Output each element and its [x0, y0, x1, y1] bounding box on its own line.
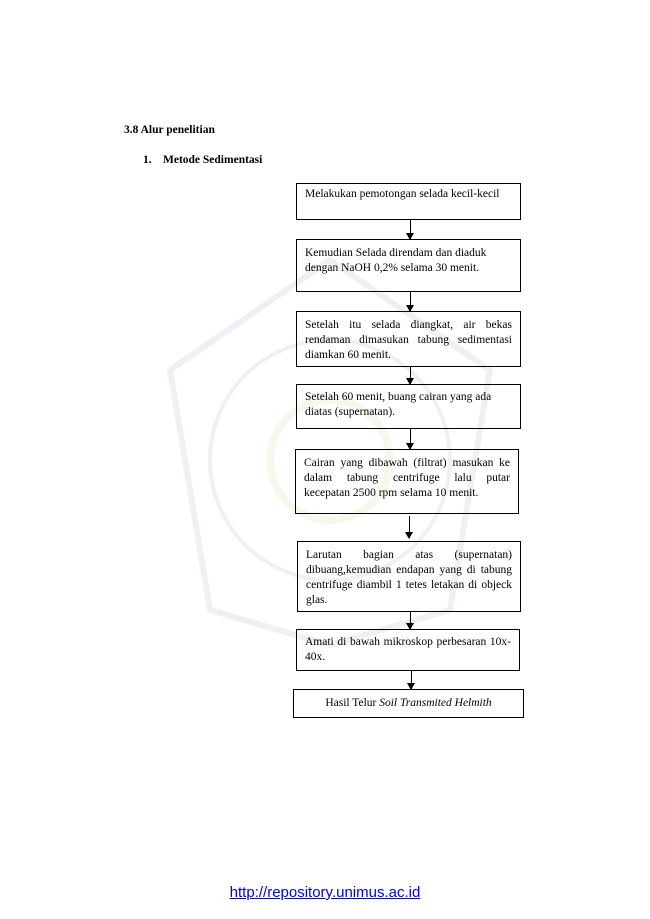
flow-step-7: Amati di bawah mikroskop perbesaran 10x-40x. — [296, 629, 520, 671]
flow-step-6: Larutan bagian atas (supernatan) dibuang,kemudian endapan yang di tabung centrifuge diambil 1 tetes letakan di objeck glas. — [297, 541, 521, 612]
flow-arrow — [409, 516, 410, 538]
flow-arrow — [410, 292, 411, 311]
flow-step-4: Setelah 60 menit, buang cairan yang ada diatas (supernatan). — [296, 384, 521, 429]
result-prefix: Hasil Telur — [325, 697, 380, 709]
flow-arrow — [410, 220, 411, 239]
flow-step-2: Kemudian Selada direndam dan diaduk dengan NaOH 0,2% selama 30 menit. — [296, 239, 521, 292]
result-italic: Soil Transmited Helmith — [379, 697, 492, 709]
flow-arrow — [411, 671, 412, 689]
repository-link[interactable]: http://repository.unimus.ac.id — [229, 884, 421, 901]
flow-result — [293, 689, 524, 718]
flow-step-1: Melakukan pemotongan selada kecil-kecil — [296, 183, 521, 220]
flow-arrow — [410, 429, 411, 449]
method-number: 1. — [143, 154, 152, 166]
flow-arrow — [410, 367, 411, 384]
flow-arrow — [410, 612, 411, 629]
flow-step-3: Setelah itu selada diangkat, air bekas rendaman dimasukan tabung sedimentasi diamkan 60 menit. — [296, 311, 521, 367]
method-heading — [143, 154, 262, 166]
method-title: Metode Sedimentasi — [163, 154, 263, 166]
section-heading: 3.8 Alur penelitian — [124, 124, 215, 136]
flow-step-5: Cairan yang dibawah (filtrat) masukan ke dalam tabung centrifuge lalu putar kecepatan 2500 rpm selama 10 menit. — [295, 449, 519, 514]
